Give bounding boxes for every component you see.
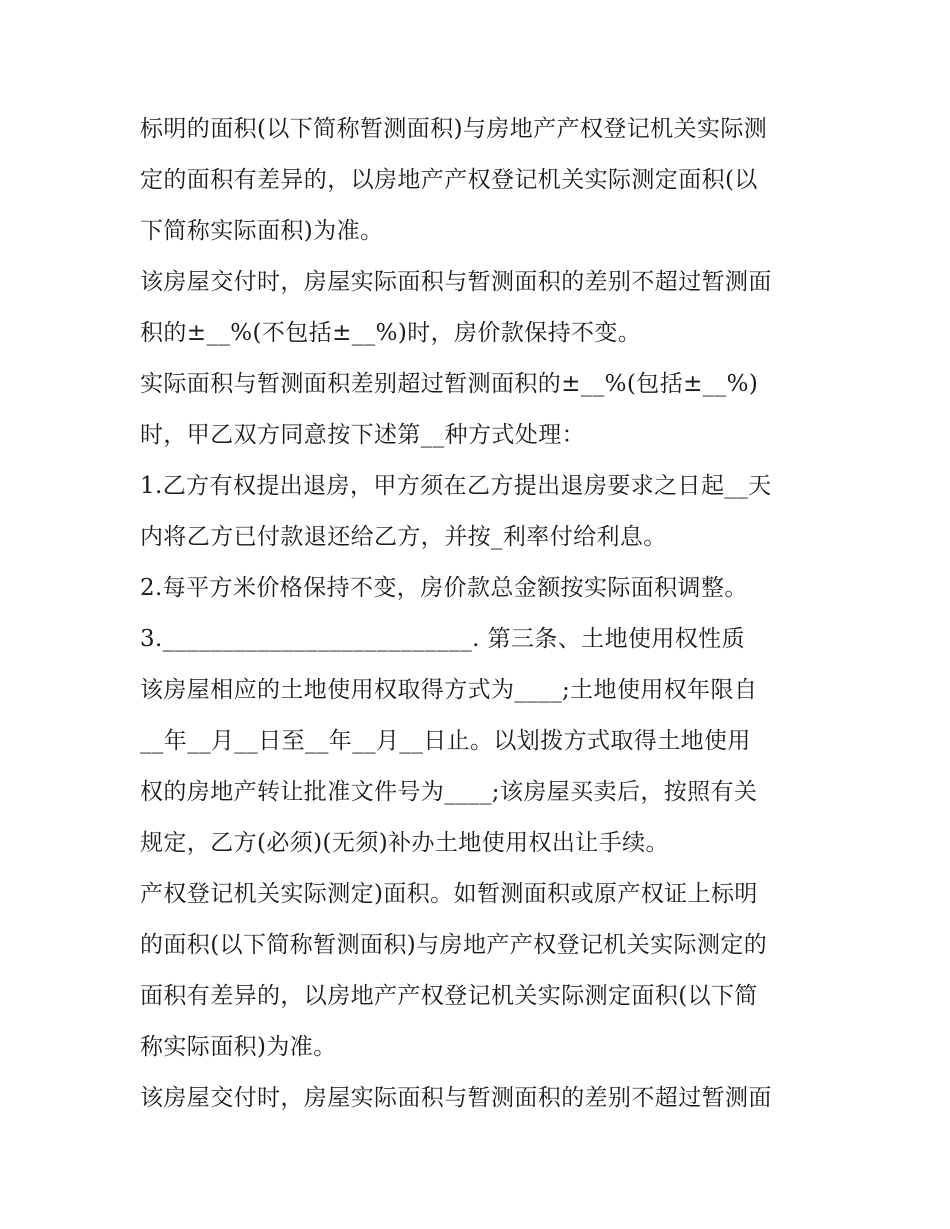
text-line: 内将乙方已付款退还给乙方，并按_利率付给利息。 [140, 524, 667, 550]
text-line: 3.__________________________. 第三条、土地使用权性质 [140, 626, 745, 652]
text-line: 称实际面积)为准。 [140, 1034, 337, 1060]
text-line: 下简称实际面积)为准。 [140, 218, 384, 244]
text-line: 该房屋交付时，房屋实际面积与暂测面积的差别不超过暂测面 [140, 269, 772, 295]
text-line: 权的房地产转让批准文件号为____;该房屋买卖后，按照有关 [140, 779, 758, 805]
text-line: 的面积(以下简称暂测面积)与房地产产权登记机关实际测定的 [140, 932, 768, 958]
text-line: 规定，乙方(必须)(无须)补办土地使用权出让手续。 [140, 830, 669, 856]
text-line: 该房屋相应的土地使用权取得方式为____;土地使用权年限自 [140, 677, 758, 703]
text-line: __年__月__日至__年__月__日止。以划拨方式取得土地使用 [140, 728, 751, 754]
document-body [140, 104, 820, 1124]
text-line: 2.每平方米价格保持不变，房价款总金额按实际面积调整。 [140, 575, 748, 601]
text-line: 1.乙方有权提出退房，甲方须在乙方提出退房要求之日起__天 [140, 473, 772, 499]
text-line: 时，甲乙双方同意按下述第__种方式处理： [140, 422, 585, 448]
text-line: 该房屋交付时，房屋实际面积与暂测面积的差别不超过暂测面 [140, 1085, 772, 1111]
text-line: 定的面积有差异的，以房地产产权登记机关实际测定面积(以 [140, 167, 758, 193]
text-line: 产权登记机关实际测定)面积。如暂测面积或原产权证上标明 [140, 881, 758, 907]
text-line: 积的±__%(不包括±__%)时，房价款保持不变。 [140, 320, 642, 346]
text-line: 标明的面积(以下简称暂测面积)与房地产产权登记机关实际测 [140, 116, 768, 142]
text-line: 面积有差异的，以房地产产权登记机关实际测定面积(以下简 [140, 983, 758, 1009]
text-line: 实际面积与暂测面积差别超过暂测面积的±__%(包括±__%) [140, 371, 759, 397]
